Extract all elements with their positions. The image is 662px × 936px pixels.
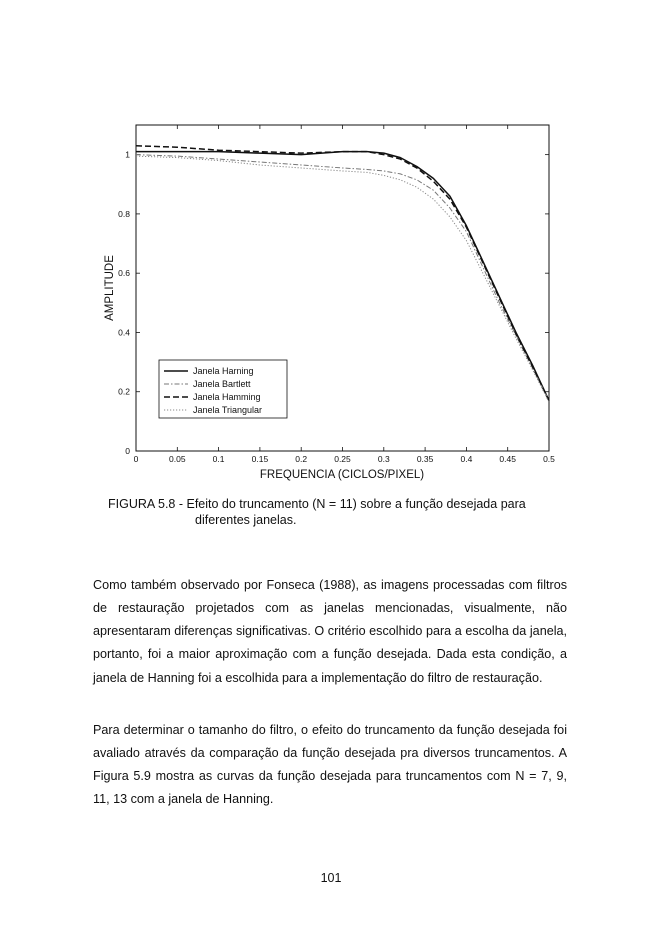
y-tick-label: 0.2 [118,386,130,397]
legend-label-2: Janela Bartlett [193,379,251,389]
body-paragraph-1: Como também observado por Fonseca (1988), as imagens processadas com filtros de restauração projetados com as janelas mencionadas, visualmente, não apresentaram diferenças significativas. O critério escolhido para a escolha da janela, portanto, foi a maior aproximação com a função desejada. Dada esta condição, a janela de Hanning foi a escolhida para a implementação do filtro de restauração. [93,577,567,685]
y-tick-label: 0.8 [118,208,130,219]
legend-label-4: Janela Triangular [193,405,263,415]
x-tick-label: 0.05 [169,454,186,464]
legend-label-3: Janela Hamming [193,392,261,402]
body-paragraph-2: Para determinar o tamanho do filtro, o efeito do truncamento da função desejada foi avaliado através da comparação da função desejada pra diversos truncamentos. A Figura 5.9 mostra as curvas da função desejada para truncamentos com N = 7, 9, 11, 13 com a janela de Hanning. [93,722,567,807]
x-tick-label: 0.45 [499,454,516,464]
x-tick-label: 0.4 [460,454,473,464]
x-tick-label: 0.1 [212,454,225,464]
x-tick-label: 0.15 [251,454,269,464]
legend [159,360,287,418]
y-tick-label: 0.4 [118,327,130,338]
x-tick-label: 0.35 [416,454,434,464]
x-tick-label: 0.3 [377,454,390,464]
x-tick-label: 0 [133,454,139,464]
x-tick-label: 0.25 [334,454,351,464]
x-tick-label: 0.5 [543,454,555,464]
x-axis-label: FREQUENCIA (CICLOS/PIXEL) [259,469,425,481]
page-number: 101 [320,871,342,885]
y-tick-label: 0 [125,446,130,456]
figure-caption [108,496,578,528]
amplitude-chart [100,118,560,488]
y-axis-label: AMPLITUDE [104,255,116,321]
legend-label-1: Janela Harning [193,366,254,376]
figure-caption-lead: FIGURA 5.8 - Efeito do truncamento (N = 11) sobre a função desejada para [108,497,526,511]
figure-caption-continuation: diferentes janelas. [195,513,297,527]
x-tick-label: 0.2 [295,454,308,464]
y-tick-label: 0.6 [118,268,130,279]
y-tick-label: 1 [125,149,130,160]
